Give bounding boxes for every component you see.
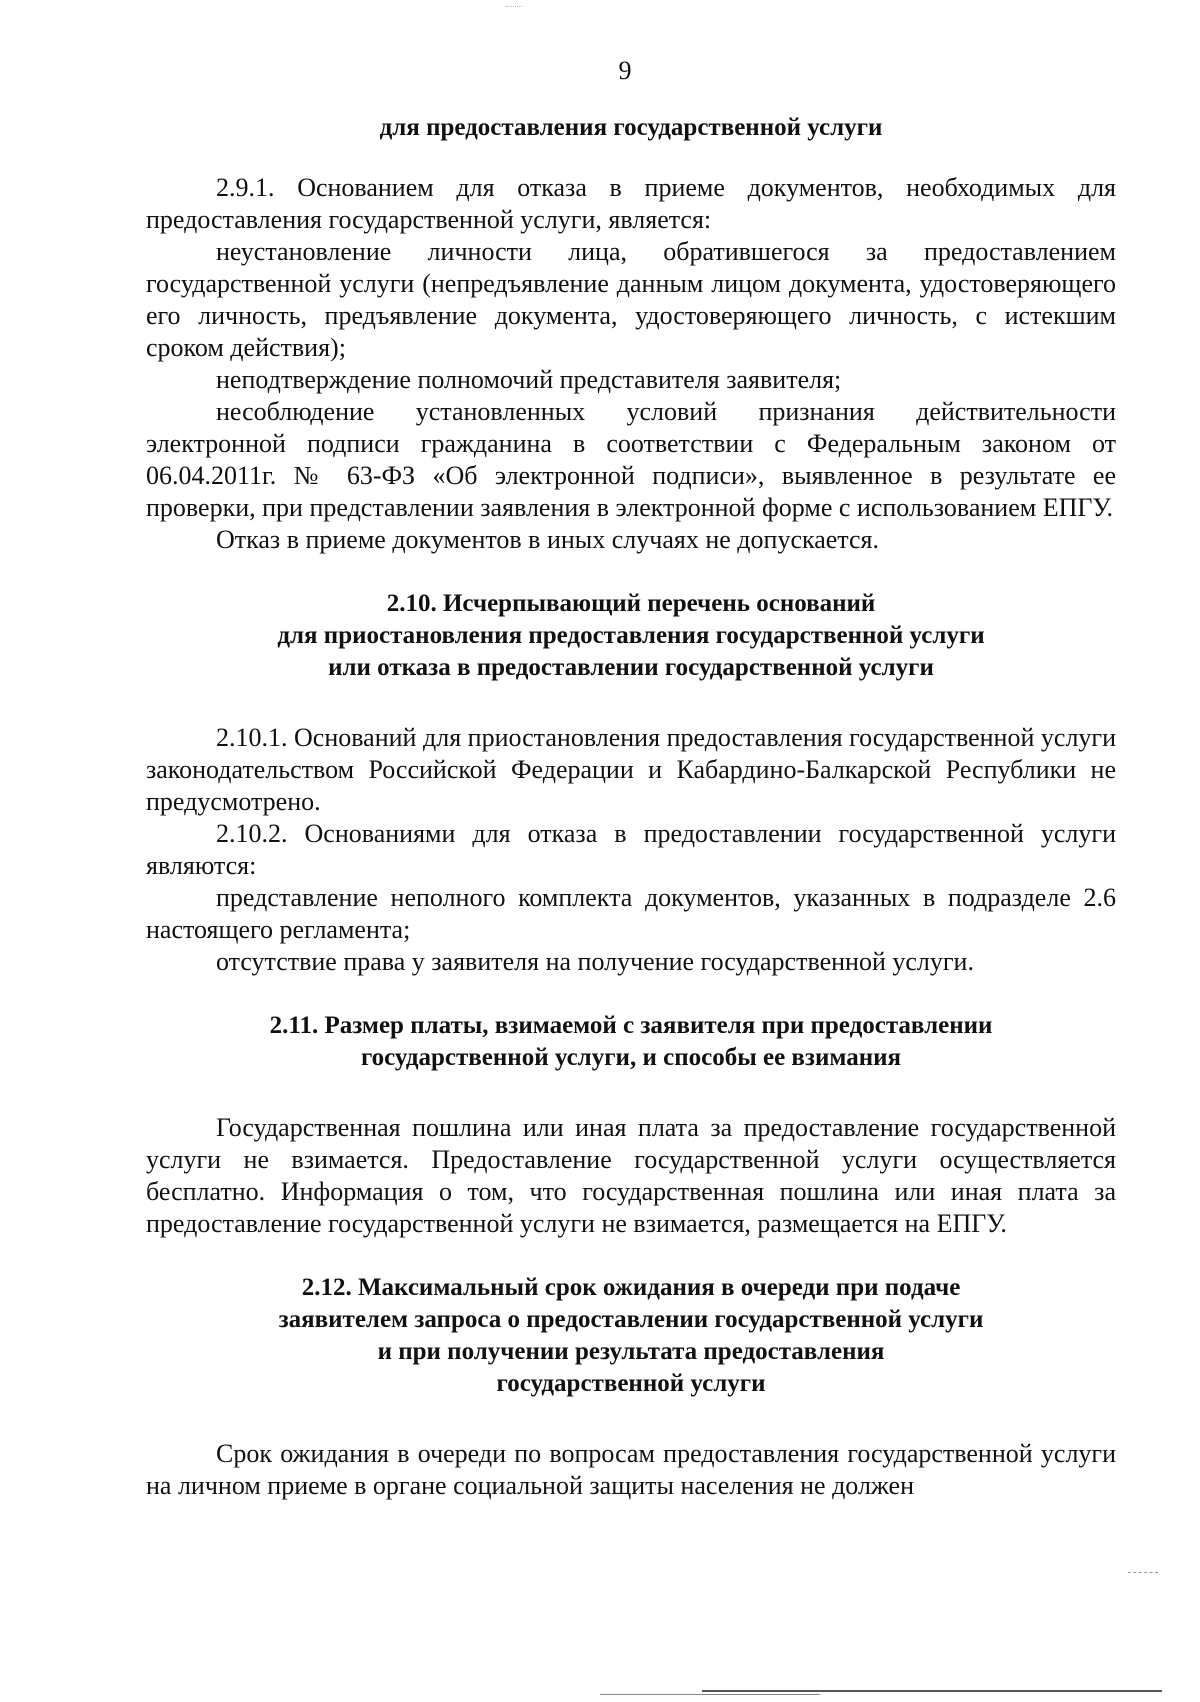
denial-reason-no-right: отсутствие права у заявителя на получение государственной услуги.	[216, 947, 974, 976]
refusal-reason-identity: неустановление личности лица, обратившегося за предоставлением государственной услуги (непредъявление данным лицом документа, удостоверяющего его личность, предъявление документа, удостоверяющего личность, с истекшим сроком действия);	[146, 237, 1116, 362]
scan-artifact-line	[600, 1694, 820, 1695]
refusal-reason-signature: несоблюдение установленных условий признания действительности электронной подписи гражданина в соответствии с Федеральным законом от 06.04.2011г. № 63-ФЗ «Об электронной подписи», выявленное в результате ее проверки, при представлении заявления в электронной форме с использованием ЕПГУ.	[146, 397, 1116, 522]
scan-artifact-dash	[1128, 1572, 1158, 1573]
section-2-12-title-line: 2.12. Максимальный срок ожидания в очереди при подаче	[301, 1274, 961, 1301]
refusal-reason-authority: неподтверждение полномочий представителя заявителя;	[216, 365, 842, 394]
scan-artifact-top	[506, 0, 522, 7]
section-2-9-title-end: для предоставления государственной услуги	[379, 114, 883, 141]
section-2-11-paragraph: Государственная пошлина или иная плата за предоставление государственной услуги не взимается. Предоставление государственной услуги осуществляется бесплатно. Информация о том, что государственная пошлина или иная плата за предоставление государственной услуги не взимается, размещается на ЕПГУ.	[146, 1113, 1116, 1238]
section-2-10-title	[146, 588, 1116, 684]
section-2-10-2-paragraph: 2.10.2. Основаниями для отказа в предоставлении государственной услуги являются:	[146, 819, 1116, 880]
document-body	[146, 112, 1116, 1502]
refusal-other-cases: Отказ в приеме документов в иных случаях не допускается.	[216, 525, 879, 554]
page-number: 9	[618, 56, 632, 85]
section-2-10-1-paragraph: 2.10.1. Оснований для приостановления предоставления государственной услуги законодательством Российской Федерации и Кабардино-Балкарской Республики не предусмотрено.	[146, 723, 1116, 816]
section-2-12-title-line: государственной услуги	[496, 1370, 766, 1397]
scan-artifact-line	[702, 1690, 1162, 1692]
section-2-9-1-paragraph: 2.9.1. Основанием для отказа в приеме документов, необходимых для предоставления государственной услуги, является:	[146, 173, 1116, 234]
section-2-12-title-line: заявителем запроса о предоставлении государственной услуги	[278, 1306, 984, 1333]
section-2-10-title-line: для приостановления предоставления государственной услуги	[277, 622, 985, 649]
section-2-11-title	[146, 1010, 1116, 1074]
section-2-12-paragraph: Срок ожидания в очереди по вопросам предоставления государственной услуги на личном приеме в органе социальной защиты населения не должен	[146, 1439, 1116, 1500]
section-2-10-title-line: или отказа в предоставлении государственной услуги	[328, 654, 934, 681]
section-2-11-title-line: 2.11. Размер платы, взимаемой с заявителя при предоставлении	[269, 1012, 993, 1039]
section-2-11-title-line: государственной услуги, и способы ее взимания	[360, 1044, 902, 1071]
denial-reason-incomplete-docs: представление неполного комплекта документов, указанных в подразделе 2.6 настоящего регламента;	[146, 883, 1116, 944]
section-2-12-title	[146, 1272, 1116, 1400]
section-2-12-title-line: и при получении результата предоставления	[377, 1338, 885, 1365]
section-2-10-title-line: 2.10. Исчерпывающий перечень оснований	[386, 590, 876, 617]
